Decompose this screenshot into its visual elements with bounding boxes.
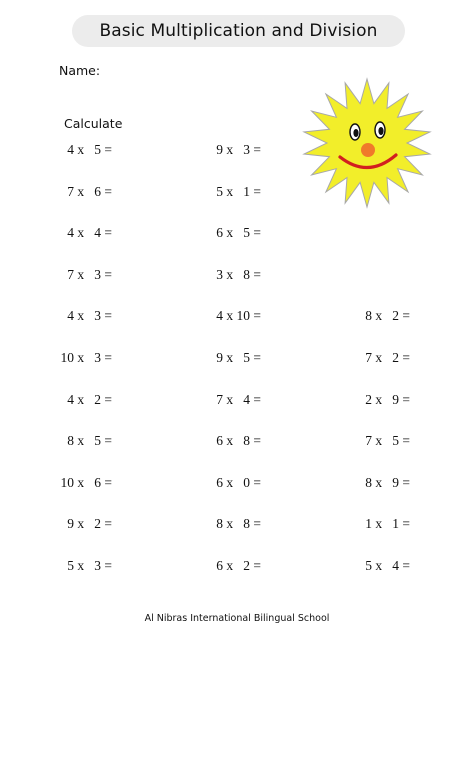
problem-col1-11: 5 x 3 = [67,558,112,573]
instruction-label: Calculate [64,116,123,131]
problem-col2-5: 4 x 10 = [216,308,261,324]
problem-col3-4: 7 x 5 = [365,433,410,449]
problem-col2-6: 9 x 5 = [216,350,261,365]
problem-col2-10: 8 x 8 = [216,516,261,532]
problem-col1-2: 7 x 6 = [67,183,112,199]
problem-col2-2: 5 x 1 = [216,183,261,199]
problem-col1-1: 4 x 5 = [67,142,112,157]
problem-col3-2: 7 x 2 = [365,350,410,365]
page-title: Basic Multiplication and Division [99,21,378,41]
problem-col2-9: 6 x 0 = [216,474,261,490]
problem-col3-1: 8 x 2 = [365,308,410,324]
problem-col3-7: 5 x 4 = [365,558,410,573]
problem-col1-8: 8 x 5 = [67,433,112,449]
problem-col3-5: 8 x 9 = [365,474,410,490]
problem-col1-3: 4 x 4 = [67,225,112,241]
problem-col1-10: 9 x 2 = [67,516,112,532]
footer-school-name: Al Nibras International Bilingual School [144,613,330,624]
problem-col1-5: 4 x 3 = [67,308,112,324]
problem-col1-9: 10 x 6 = [60,474,112,490]
problem-col2-8: 6 x 8 = [216,433,261,449]
problem-col2-4: 3 x 8 = [216,266,261,282]
problem-col1-7: 4 x 2 = [67,391,112,407]
problem-col2-7: 7 x 4 = [216,391,261,407]
problem-col3-6: 1 x 1 = [365,516,410,532]
name-label: Name: [59,63,101,78]
problem-col2-11: 6 x 2 = [216,558,261,573]
problem-col3-3: 2 x 9 = [365,391,410,407]
problem-col2-3: 6 x 5 = [216,225,261,241]
problem-col2-1: 9 x 3 = [216,142,261,157]
problem-col1-4: 7 x 3 = [67,266,112,282]
problem-col1-6: 10 x 3 = [60,350,112,365]
